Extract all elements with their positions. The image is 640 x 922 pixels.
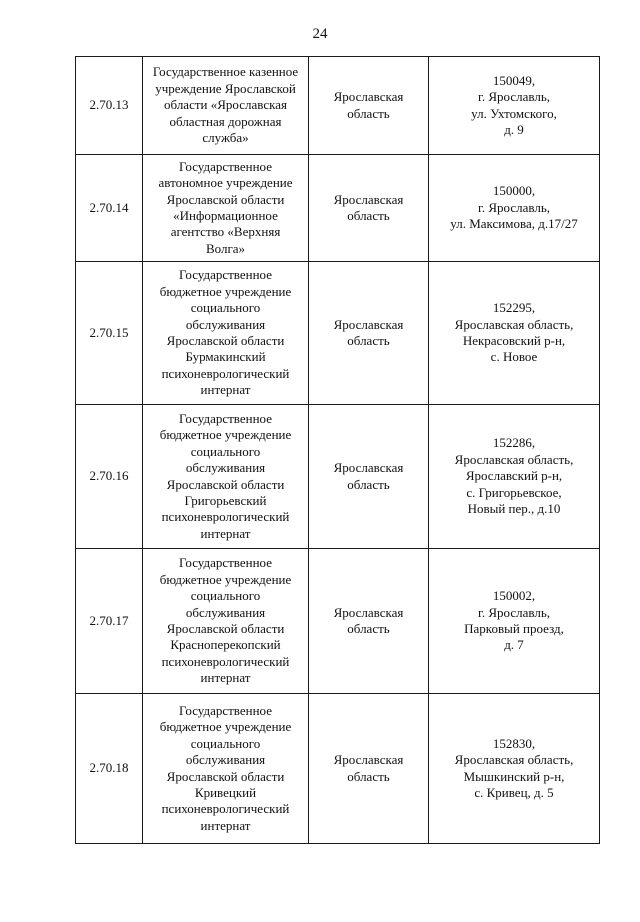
organization-cell-line: Государственное: [179, 702, 272, 718]
organization-cell-line: области «Ярославская: [164, 97, 287, 113]
address-cell-line: г. Ярославль,: [477, 89, 551, 105]
organization-cell-line: агентство «Верхняя: [170, 224, 281, 240]
organization-cell-line: психоневрологический: [161, 509, 290, 525]
address-cell-line: Парковый проезд,: [464, 621, 564, 636]
region-cell-line: Ярославская: [333, 89, 404, 105]
organization-cell-line: бюджетное учреждение: [159, 283, 292, 299]
organization-cell-line: психоневрологический: [161, 365, 290, 381]
row-number-cell: 2.70.15: [76, 262, 143, 405]
organization-cell-line: интернат: [200, 525, 251, 541]
address-cell-line: 152286,: [492, 435, 536, 451]
region-cell: [309, 694, 429, 844]
table-row: [76, 57, 600, 155]
organization-cell-line: служба»: [202, 130, 249, 146]
organization-cell-line: обслуживания: [185, 752, 266, 768]
organization-cell-line: социального: [190, 588, 261, 604]
region-cell-line: Ярославская: [333, 752, 404, 768]
organization-cell-line: учреждение Ярославской: [155, 80, 296, 96]
organization-cell-line: обслуживания: [185, 316, 266, 332]
address-cell: [429, 405, 600, 549]
organization-cell-line: интернат: [200, 670, 251, 686]
address-cell-line: Ярославская область,: [454, 752, 574, 768]
organization-cell-line: Ярославской области: [166, 768, 285, 784]
organization-cell-line: Государственное: [179, 555, 272, 571]
region-cell: [309, 262, 429, 405]
organization-cell-line: психоневрологический: [161, 801, 290, 817]
address-cell: [429, 57, 600, 155]
address-cell: [429, 549, 600, 694]
address-cell-line: 150000,: [492, 183, 536, 199]
region-cell: [309, 155, 429, 262]
region-cell: [309, 405, 429, 549]
region-cell-line: область: [347, 105, 390, 121]
organization-cell-line: Ярославской области: [166, 333, 285, 348]
organization-cell-line: Ярославской области: [166, 191, 285, 207]
region-cell-line: область: [347, 621, 390, 636]
organization-cell-line: автономное учреждение: [158, 175, 293, 191]
address-cell-line: д. 7: [504, 637, 524, 653]
address-cell-line: ул. Ухтомского,: [471, 105, 557, 121]
address-cell-line: Мышкинский р-н,: [463, 768, 565, 784]
organization-cell-line: обслуживания: [185, 604, 266, 620]
organization-cell-line: социального: [190, 735, 261, 751]
organization-cell-line: Государственное казенное: [152, 64, 299, 80]
address-cell: [429, 694, 600, 844]
table-row: [76, 549, 600, 694]
table-row: [76, 694, 600, 844]
address-cell-line: ул. Максимова, д.17/27: [450, 216, 578, 232]
organization-cell-line: бюджетное учреждение: [159, 571, 292, 587]
organization-cell-line: интернат: [200, 382, 251, 398]
region-cell: [309, 549, 429, 694]
organization-cell-line: бюджетное учреждение: [159, 719, 292, 735]
organization-cell: [143, 549, 309, 694]
region-cell-line: область: [347, 333, 390, 348]
region-cell-line: область: [347, 208, 390, 223]
organization-cell: [143, 694, 309, 844]
organization-cell: [143, 57, 309, 155]
row-number-cell: 2.70.13: [76, 57, 143, 155]
organization-cell-line: социального: [190, 300, 261, 316]
organization-cell: [143, 262, 309, 405]
address-cell-line: Некрасовский р-н,: [462, 333, 566, 348]
organization-cell-line: Волга»: [205, 240, 246, 256]
organization-cell-line: обслуживания: [185, 460, 266, 476]
address-cell-line: д. 9: [504, 121, 524, 137]
organization-cell-line: Краснoперекопский: [170, 637, 281, 653]
address-cell-line: 150002,: [492, 588, 536, 604]
address-cell-line: Новый пер., д.10: [467, 501, 561, 517]
address-cell-line: г. Ярославль,: [477, 604, 551, 620]
region-cell: [309, 57, 429, 155]
table-row: [76, 262, 600, 405]
organization-cell-line: психоневрологический: [161, 653, 290, 669]
region-cell-line: область: [347, 476, 390, 492]
row-number-cell: 2.70.14: [76, 155, 143, 262]
region-cell-line: область: [347, 768, 390, 784]
region-cell-line: Ярославская: [333, 316, 404, 332]
region-cell-line: Ярославская: [333, 460, 404, 476]
organization-cell-line: областная дорожная: [169, 113, 282, 129]
page-number: 24: [312, 26, 328, 42]
organization-cell-line: социального: [190, 443, 261, 459]
registry-table-body: [76, 57, 600, 844]
organization-cell-line: Государственное: [179, 267, 272, 283]
row-number-cell: 2.70.17: [76, 549, 143, 694]
table-row: [76, 155, 600, 262]
address-cell-line: Ярославская область,: [454, 316, 574, 332]
address-cell-line: Ярославский р-н,: [465, 468, 563, 484]
address-cell: [429, 155, 600, 262]
registry-table: [75, 56, 600, 844]
table-row: [76, 405, 600, 549]
organization-cell: [143, 405, 309, 549]
row-number-cell: 2.70.16: [76, 405, 143, 549]
organization-cell: [143, 155, 309, 262]
address-cell-line: с. Кривец, д. 5: [474, 784, 554, 800]
organization-cell-line: Кривецкий: [194, 784, 257, 800]
address-cell-line: 152295,: [492, 300, 536, 316]
address-cell-line: 150049,: [492, 72, 536, 88]
address-cell-line: с. Новое: [490, 349, 538, 365]
address-cell-line: Ярославская область,: [454, 451, 574, 467]
organization-cell-line: бюджетное учреждение: [159, 427, 292, 443]
region-cell-line: Ярославская: [333, 191, 404, 207]
address-cell: [429, 262, 600, 405]
address-cell-line: г. Ярославль,: [477, 199, 551, 215]
address-cell-line: 152830,: [492, 735, 536, 751]
organization-cell-line: «Информационное: [173, 208, 278, 223]
row-number-cell: 2.70.18: [76, 694, 143, 844]
organization-cell-line: Ярославской области: [166, 476, 285, 492]
region-cell-line: Ярославская: [333, 604, 404, 620]
organization-cell-line: Государственное: [179, 158, 272, 174]
address-cell-line: с. Григорьевское,: [466, 484, 562, 500]
organization-cell-line: Бурмакинский: [185, 349, 266, 365]
organization-cell-line: Григорьевский: [184, 492, 267, 508]
organization-cell-line: Государственное: [179, 410, 272, 426]
organization-cell-line: интернат: [200, 817, 251, 833]
organization-cell-line: Ярославской области: [166, 621, 285, 636]
